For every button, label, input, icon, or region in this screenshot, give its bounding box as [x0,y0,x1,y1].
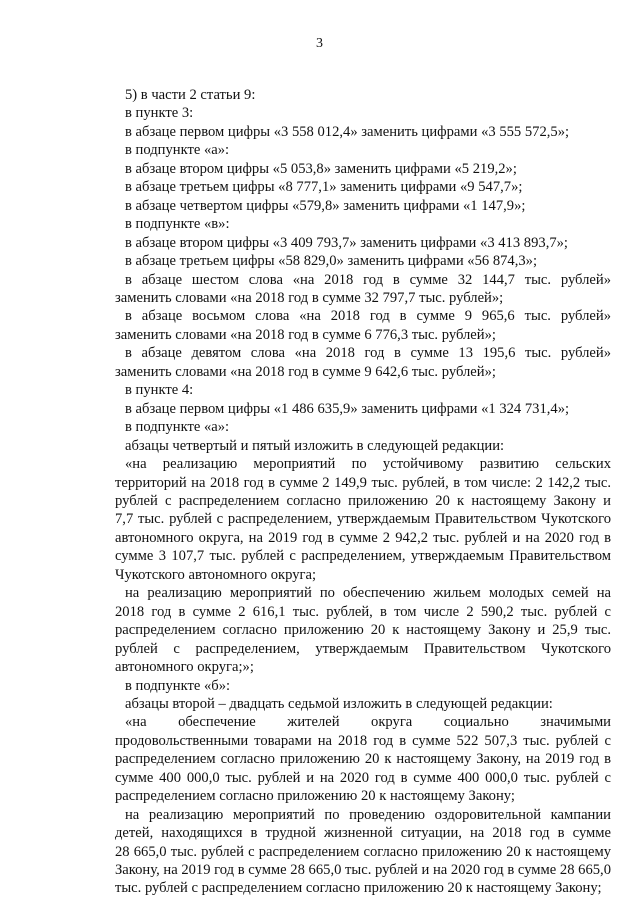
text-line: продовольственными товарами на 2018 год в сумме 522 507,3 тыс. рублей с [115,732,611,749]
text-line: 28 665,0 тыс. рублей с распределением согласно приложению 20 к настоящему [115,843,611,860]
text-line: автономного округа;»; [115,659,254,676]
document-body [115,86,611,898]
text-line: в абзаце первом цифры «3 558 012,4» заменить цифрами «3 555 572,5»; [125,123,570,140]
text-line: автономного округа, на 2019 год в сумме 2 942,2 тыс. рублей и на 2020 год в [115,529,611,546]
text-line: тыс. рублей с распределением согласно приложению 20 к настоящему Закону; [115,880,602,897]
text-line: в подпункте «а»: [125,419,230,436]
text-line: в пункте 4: [125,382,194,399]
text-line: рублей с распределением, утверждаемым Правительством Чукотского [115,640,611,657]
text-line: абзацы четвертый и пятый изложить в следующей редакции: [125,437,505,454]
text-line: 2018 год в сумме 2 616,1 тыс. рублей, в том числе 2 590,2 тыс. рублей с [115,603,611,620]
text-line: в абзаце втором цифры «5 053,8» заменить цифрами «5 219,2»; [125,160,517,177]
text-line: заменить словами «на 2018 год в сумме 9 642,6 тыс. рублей»; [115,363,496,380]
text-line: заменить словами «на 2018 год в сумме 32 797,7 тыс. рублей»; [115,289,504,306]
text-line: Закону, на 2019 год в сумме 28 665,0 тыс. рублей и на 2020 год в сумме 28 665,0 [115,862,611,879]
text-line: в подпункте «б»: [125,677,231,694]
text-line: в абзаце третьем цифры «58 829,0» заменить цифрами «56 874,3»; [125,253,538,270]
text-line: в абзаце четвертом цифры «579,8» заменить цифрами «1 147,9»; [125,197,526,214]
text-line: в подпункте «в»: [125,216,230,233]
text-line: рублей с распределением согласно приложению 20 к настоящему Закону и [115,492,611,509]
text-line: в абзаце втором цифры «3 409 793,7» заменить цифрами «3 413 893,7»; [125,234,568,251]
text-line: Чукотского автономного округа; [115,566,317,583]
text-line: заменить словами «на 2018 год в сумме 6 776,3 тыс. рублей»; [115,326,496,343]
page-number: 3 [316,36,323,51]
text-line: детей, находящихся в трудной жизненной ситуации, на 2018 год в сумме [115,825,611,842]
text-line: распределением согласно приложению 20 к настоящему Закону и 25,9 тыс. [115,622,611,639]
text-line: 5) в части 2 статьи 9: [125,87,256,103]
text-line: на реализацию мероприятий по проведению оздоровительной кампании [125,806,611,823]
text-line: сумме 3 107,7 тыс. рублей с распределением, утверждаемым Правительством [115,548,611,565]
text-line: на реализацию мероприятий по обеспечению жильем молодых семей на [125,585,611,602]
text-line: в абзаце третьем цифры «8 777,1» заменить цифрами «9 547,7»; [125,179,523,196]
text-line: в абзаце восьмом слова «на 2018 год в сумме 9 965,6 тыс. рублей» [125,308,611,325]
text-line: в пункте 3: [125,105,194,122]
text-line: 7,7 тыс. рублей с распределением, утверждаемым Правительством Чукотского [115,511,611,528]
text-line: территорий на 2018 год в сумме 2 149,9 тыс. рублей, в том числе: 2 142,2 тыс. [115,474,611,491]
text-line: в подпункте «а»: [125,142,230,159]
text-line: в абзаце девятом слова «на 2018 год в сумме 13 195,6 тыс. рублей» [125,345,611,362]
text-line: «на реализацию мероприятий по устойчивому развитию сельских [125,456,611,473]
text-line: сумме 400 000,0 тыс. рублей и на 2020 год в сумме 400 000,0 тыс. рублей с [115,769,611,786]
text-line: в абзаце первом цифры «1 486 635,9» заменить цифрами «1 324 731,4»; [125,400,570,417]
text-line: в абзаце шестом слова «на 2018 год в сумме 32 144,7 тыс. рублей» [125,271,611,288]
text-line: распределением согласно приложению 20 к настоящему Закону; [115,788,515,805]
text-line: распределением согласно приложению 20 к настоящему Закону, на 2019 год в [115,751,611,768]
text-line: «на обеспечение жителей округа социально значимыми [125,714,611,731]
text-line: абзацы второй – двадцать седьмой изложить в следующей редакции: [125,695,553,712]
